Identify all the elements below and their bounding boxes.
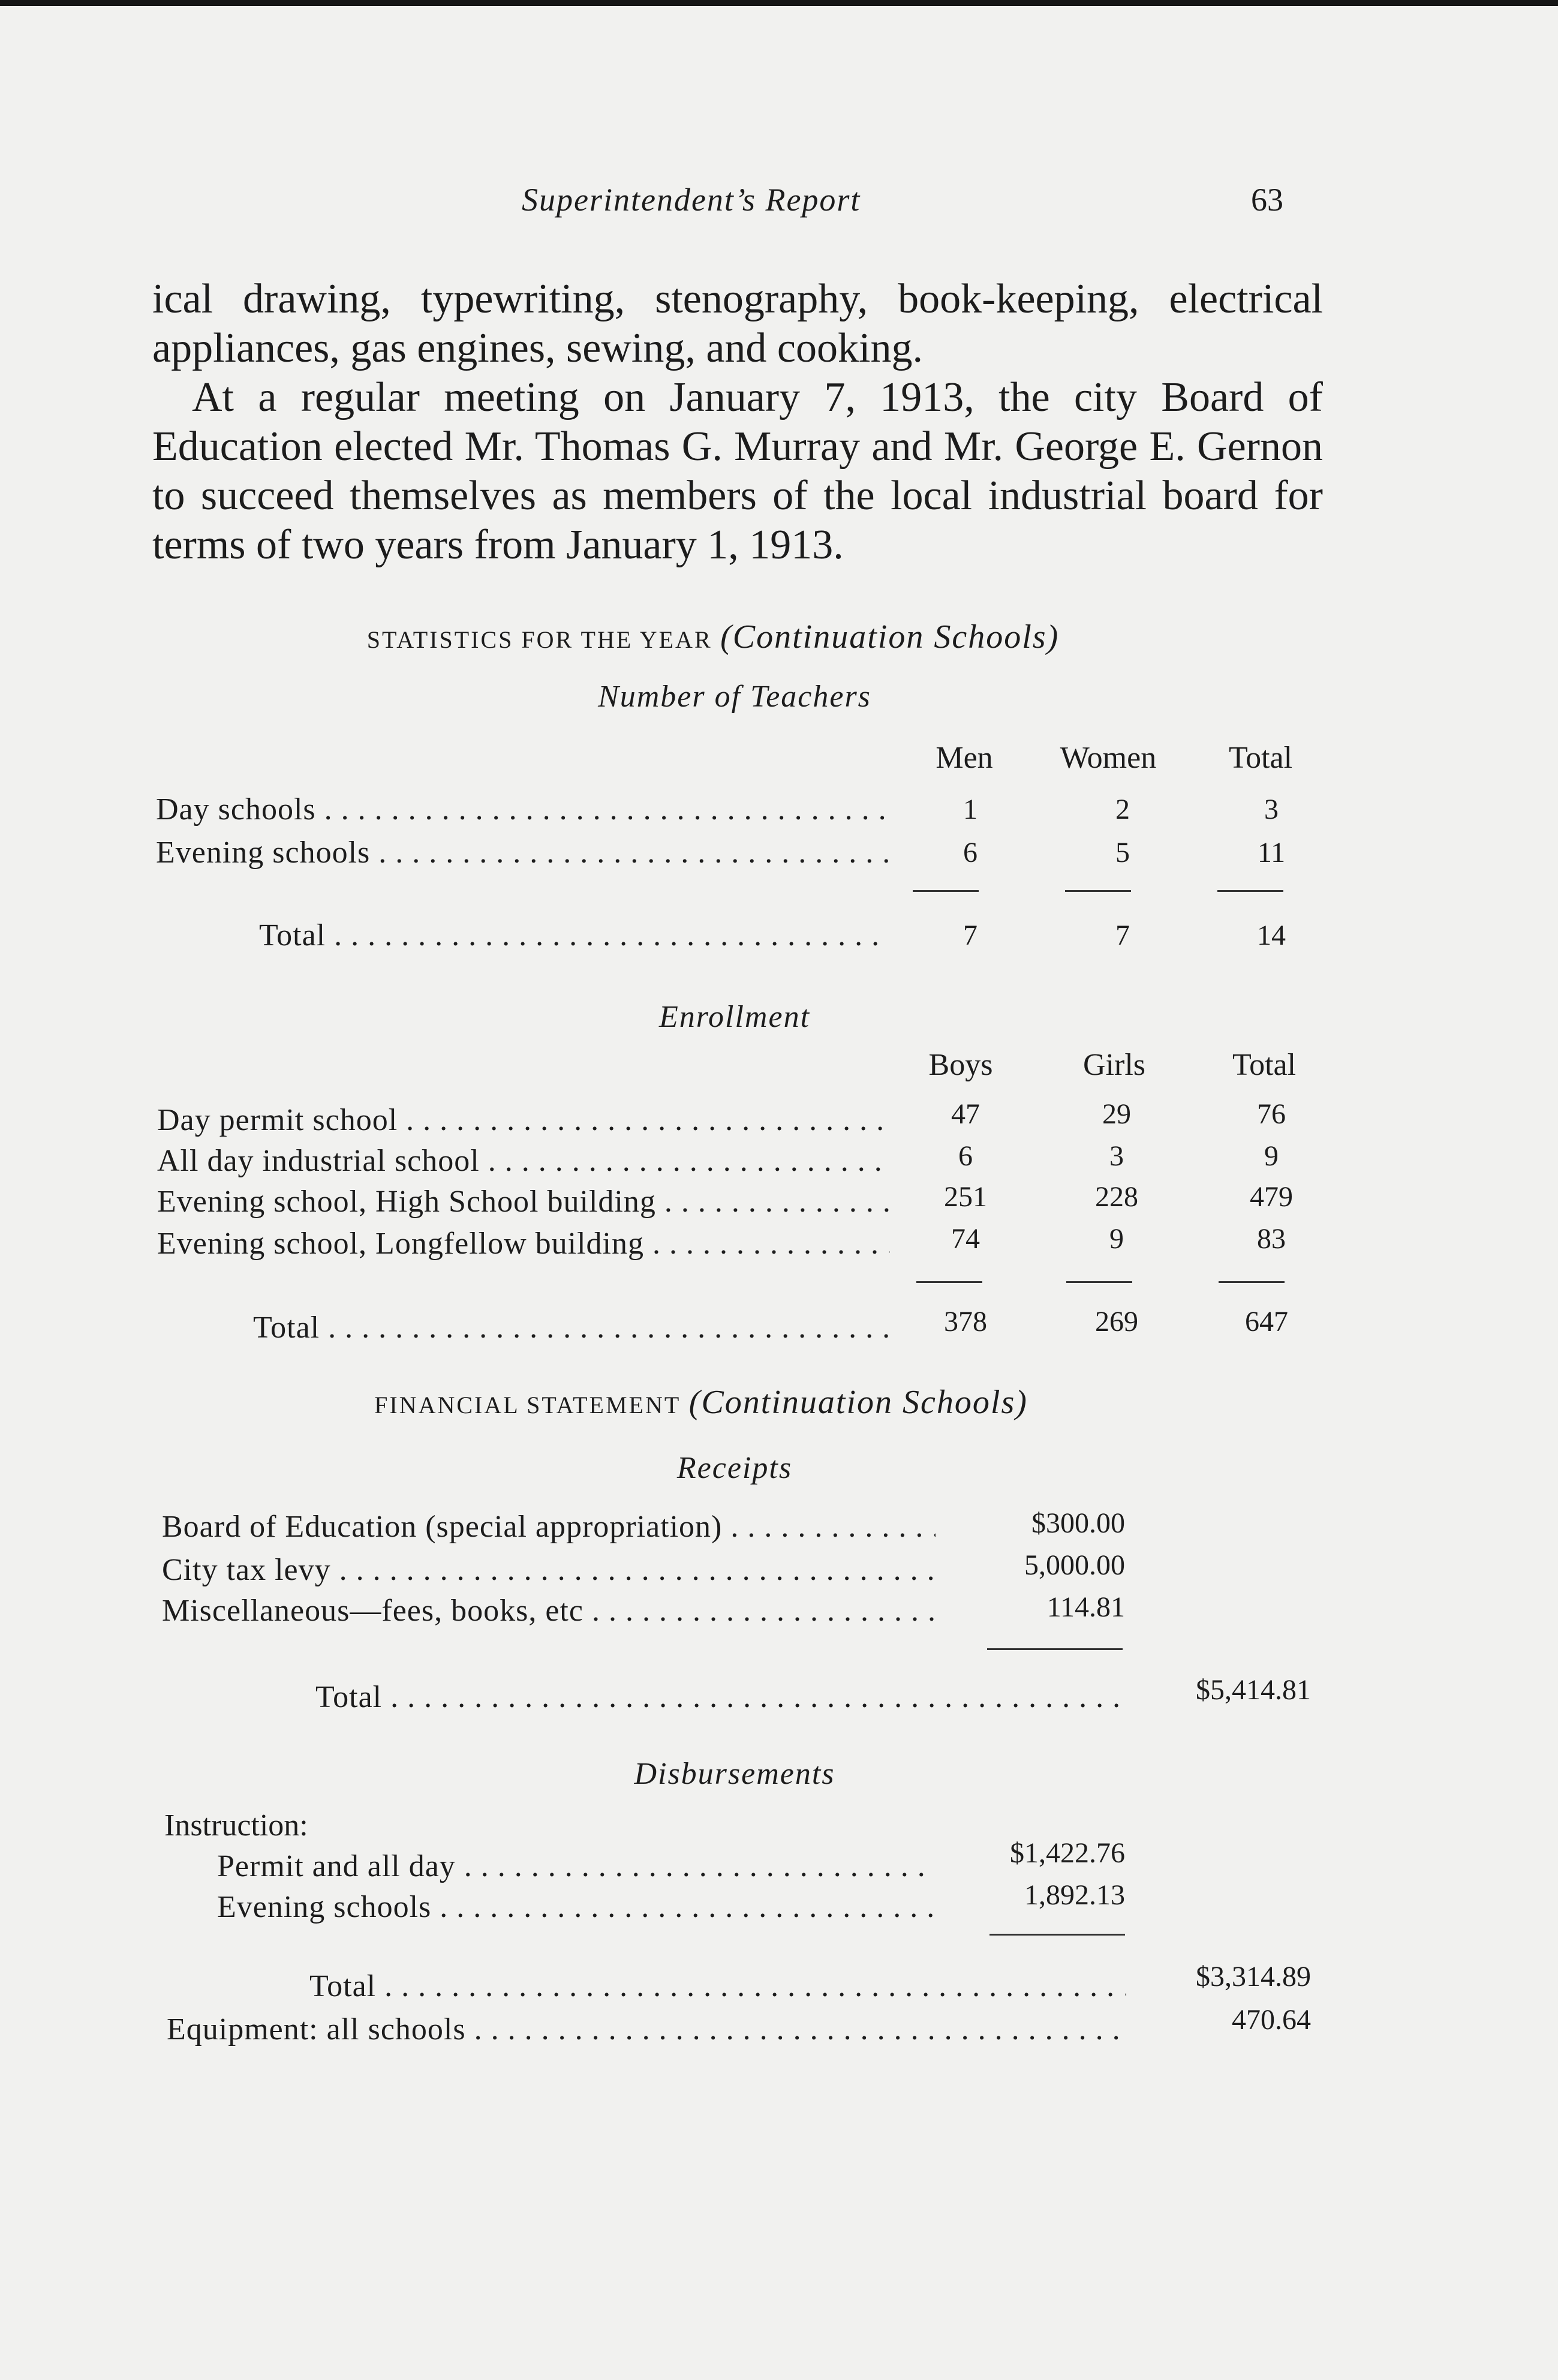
enrollment-row-label: Evening school, High School building . . . bbox=[157, 1184, 890, 1219]
enrollment-sum-rule bbox=[916, 1281, 982, 1283]
receipt-row-amount: 5,000.00 bbox=[1024, 1549, 1125, 1581]
disbursement-row-amount: $1,422.76 bbox=[1010, 1837, 1125, 1869]
disbursements-total-amount: $3,314.89 bbox=[1196, 1961, 1311, 1993]
equipment-amount: 470.64 bbox=[1232, 2004, 1311, 2036]
page-number: 63 bbox=[1251, 182, 1283, 218]
enrollment-sum-rule bbox=[1219, 1281, 1285, 1283]
teachers-sum-rule bbox=[1217, 890, 1283, 892]
enrollment-total-label: Total . . . bbox=[253, 1310, 890, 1345]
receipt-row-label: Board of Education (special appropriation) . . . bbox=[162, 1509, 936, 1544]
enrollment-total-value: 269 bbox=[1095, 1306, 1138, 1338]
enrollment-row-value: 47 bbox=[951, 1098, 980, 1130]
enrollment-row-value: 479 bbox=[1250, 1181, 1293, 1213]
disbursement-row-amount: 1,892.13 bbox=[1024, 1879, 1125, 1911]
equipment-label: Equipment: all schools . . . bbox=[167, 2012, 1126, 2047]
teachers-total-value: 7 bbox=[1115, 919, 1130, 951]
disbursement-row-label: Permit and all day . . . bbox=[217, 1849, 933, 1884]
teachers-total-value: 7 bbox=[963, 919, 977, 951]
enrollment-col-boys: Boys bbox=[928, 1048, 993, 1082]
teachers-total-label: Total . . . bbox=[259, 918, 889, 953]
enrollment-row-value: 9 bbox=[1109, 1223, 1124, 1255]
enrollment-row-value: 228 bbox=[1095, 1181, 1138, 1213]
enrollment-row-value: 29 bbox=[1102, 1098, 1131, 1130]
teachers-subheading: Number of Teachers bbox=[598, 680, 871, 714]
receipt-row-amount: $300.00 bbox=[1031, 1507, 1125, 1539]
enrollment-col-total: Total bbox=[1232, 1048, 1297, 1082]
receipts-sum-rule bbox=[987, 1648, 1123, 1650]
teachers-total-value: 14 bbox=[1257, 919, 1286, 951]
enrollment-row-value: 3 bbox=[1109, 1140, 1124, 1172]
enrollment-row-label: All day industrial school . . . bbox=[157, 1143, 890, 1179]
teachers-col-women: Women bbox=[1060, 741, 1157, 775]
teachers-row-value: 5 bbox=[1115, 837, 1130, 869]
teachers-row-value: 3 bbox=[1264, 794, 1279, 825]
disbursements-sum-rule bbox=[989, 1934, 1125, 1936]
receipt-row-amount: 114.81 bbox=[1046, 1591, 1125, 1623]
intro-paragraph-2: At a regular meeting on January 7, 1913, the city Board of Education elected Mr. Thomas G. Murray and Mr. George E. Gernon to succeed themselves as members of the local industrial board for terms of two years from January 1, 1913. bbox=[152, 374, 1323, 568]
receipt-row-label: Miscellaneous—fees, books, etc . . . bbox=[162, 1593, 936, 1628]
enrollment-row-value: 251 bbox=[944, 1181, 987, 1213]
enrollment-row-label: Evening school, Longfellow building . . . bbox=[157, 1226, 890, 1261]
receipts-total-amount: $5,414.81 bbox=[1196, 1674, 1311, 1706]
teachers-sum-rule bbox=[1065, 890, 1131, 892]
teachers-sum-rule bbox=[913, 890, 979, 892]
teachers-row-value: 2 bbox=[1115, 794, 1130, 825]
enrollment-sum-rule bbox=[1066, 1281, 1132, 1283]
teachers-row-value: 1 bbox=[963, 794, 977, 825]
enrollment-row-value: 76 bbox=[1257, 1098, 1286, 1130]
enrollment-row-label: Day permit school . . . bbox=[157, 1102, 890, 1138]
enrollment-row-value: 6 bbox=[958, 1140, 973, 1172]
receipts-subheading: Receipts bbox=[676, 1451, 793, 1485]
disbursements-group-label: Instruction: bbox=[164, 1808, 308, 1843]
receipts-total-label: Total . . . bbox=[315, 1679, 1126, 1715]
enrollment-row-value: 74 bbox=[951, 1223, 980, 1255]
disbursements-subheading: Disbursements bbox=[634, 1757, 835, 1791]
receipt-row-label: City tax levy . . . bbox=[162, 1552, 936, 1588]
intro-paragraph-1: ical drawing, typewriting, stenography, book-keeping, electrical appliances, gas engines, sewing, and cooking. bbox=[152, 276, 1323, 371]
intro-text bbox=[152, 275, 1323, 570]
disbursements-total-label: Total . . . bbox=[309, 1969, 1126, 2004]
teachers-row-label: Evening schools . . . bbox=[156, 835, 889, 870]
enrollment-col-girls: Girls bbox=[1083, 1048, 1145, 1082]
enrollment-total-value: 378 bbox=[944, 1306, 987, 1338]
running-header-title: Superintendent’s Report bbox=[522, 182, 861, 218]
financial-heading: FINANCIAL STATEMENT (Continuation Schools) bbox=[374, 1384, 1028, 1421]
teachers-row-value: 11 bbox=[1257, 837, 1286, 869]
teachers-row-label: Day schools . . . bbox=[156, 792, 889, 827]
disbursement-row-label: Evening schools . . . bbox=[217, 1889, 933, 1925]
enrollment-subheading: Enrollment bbox=[658, 1000, 811, 1034]
enrollment-total-value: 647 bbox=[1245, 1306, 1288, 1338]
teachers-col-men: Men bbox=[936, 741, 993, 775]
page-top-edge bbox=[0, 0, 1558, 6]
enrollment-row-value: 9 bbox=[1264, 1140, 1279, 1172]
statistics-heading: STATISTICS FOR THE YEAR (Continuation Schools) bbox=[366, 618, 1060, 656]
teachers-row-value: 6 bbox=[963, 837, 977, 869]
enrollment-row-value: 83 bbox=[1257, 1223, 1286, 1255]
teachers-col-total: Total bbox=[1228, 741, 1293, 775]
